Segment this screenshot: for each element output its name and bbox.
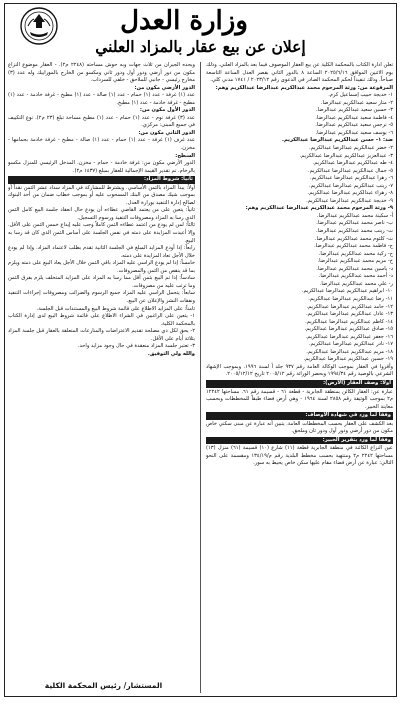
announcement-title: إعلان عن بيع عقار بالمزاد العلني xyxy=(95,37,306,56)
terms-heading: ثانياً: شروط المزاد: xyxy=(8,176,195,184)
left-column xyxy=(8,62,195,693)
note-item: ٣- تعتبر جلسة المزاد منعقدة في حال وجود مزايد واحد. xyxy=(77,343,195,350)
term-item: رابعاً: إذا أودع المزايد المبلغ في الجلسة الثانية تقدم بطلب لاعتماد المزاد. وإذا لم يودع خلال الأجل تعاد المزايدة على ذمته. xyxy=(8,245,195,259)
term-item: خامساً: إذا لم يودع الراسي عليه المزاد باقي الثمن خلال الأجل يعاد البيع على ذمته ويلزم بما قد ينقص من الثمن والمصروفات. xyxy=(8,260,195,274)
plaintiff-item: ١- خديجة حبيب إسماعيل كرم. xyxy=(328,92,393,99)
heir-item: ت- زينب محمد عبدالكريم عبدالرضا. xyxy=(315,228,393,235)
roof-heading: السطح: xyxy=(175,152,195,159)
term-item: ثانياً: يتعين على من يعتمد القاضي عطاءه أن يودع حال انعقاد جلسة البيع كامل الثمن الذي رسا به المزاد ومصروفات التنفيذ ورسوم التسجيل. xyxy=(8,207,195,221)
expert-heading: وفقاً لما ورد بتقرير الخبير: xyxy=(206,437,393,445)
plaintiff-item: ٣- حسين سعيد عبدالكريم عبدالرضا. xyxy=(316,107,393,114)
heir-item: خ- مريم محمد عبدالكريم عبدالرضا. xyxy=(317,258,393,265)
plaintiffs-label: المرفوعة من: ورثة المرحوم محمد عبدالكريم عبدالرضا عبدالكريم وهم: xyxy=(215,84,393,91)
defendant-item: ١٢- حامد عبدالكريم عبدالرضا عبدالكريم. xyxy=(306,303,393,310)
defendant-item: ١٤- كاظم عبدالكريم عبدالرضا عبدالكريم. xyxy=(305,318,393,325)
defendant-item: ٨- زهراء عبدالكريم عبدالرضا عبدالكريم. xyxy=(307,190,393,197)
heir-item: أ- سكينة محمد عبدالكريم عبدالرضا. xyxy=(316,212,393,219)
expert-description: عين النزاع الكائنة في منطقة الجابرية قطعة (١١) شارع (١٠) قسيمة (٦١) منزل (١٣) مساحتها ٢٢٤٢ م٢ ومنتهية بحسب مخطط البلدية رقم م/١٣٤/١٩ ومقسمة على النحو التالي: عبارة عن أرض فضاء مقام عليها سكن خاص يحيط به سور. xyxy=(206,445,393,467)
heir-item: د- ياسين محمد عبدالكريم عبدالرضا. xyxy=(316,265,393,272)
signature-line: المستشار/ رئيس المحكمة الكلية xyxy=(44,681,163,690)
defendant-item: ٤- طه عبدالكريم عبدالرضا عبدالكريم. xyxy=(312,160,393,167)
heir-item: ر- علي محمد عبدالكريم عبدالرضا. xyxy=(319,280,393,287)
certificate-description: بعد الكشف على العقار بحسب المخططات العامة. يتبين أنه عبارة عن مبنى سكني خاص مكون من دور أرضي ودور أول ودور ثان وملحق. xyxy=(206,420,393,435)
announcement-page xyxy=(4,3,397,697)
term-item: سابعاً: يتحمل الراسي عليه المزاد جميع الرسوم والضرائب ومصروفات إجراءات التنفيذ ونفقات النشر والإعلان عن البيع. xyxy=(8,290,195,304)
term-item: ثالثاً: لمن لم يودع من اعتمد عطاءه الثمن كاملاً وجب عليه إيداع خمس الثمن على الأقل. وإلا أعيدت المزايدة على ذمته في نفس الجلسة على أساس الثمن الذي كان قد رسا به البيع. xyxy=(8,222,195,244)
property-description-heading: أولاً: وصف العقار (الأرض): xyxy=(206,380,393,388)
term-item: سادساً: إذا تم البيع بثمن أقل مما رسا به المزاد على المزايد المتخلف يلزم بفرق الثمن وما ترتب عليه من مصروفات. xyxy=(8,275,195,289)
note-item: ٢- يحق لكل ذي مصلحة تقديم الاعتراضات والمنازعات المتعلقة بالعقار قبل جلسة المزاد بثلاثة أيام على الأقل. xyxy=(8,328,195,342)
plaintiff-item: ٢- منار سعيد عبدالكريم عبدالرضا. xyxy=(320,99,393,106)
note-item: ١- يتعين على الراغبين في الشراء الاطلاع على قائمة شروط البيع لدى إدارة الكتاب بالمحكمة الكلية. xyxy=(8,313,195,327)
ministry-name: وزارة العدل xyxy=(120,6,248,36)
heirs-label: ٩- ورثة المرحوم محمد عبدالكريم عبدالرضا عبدالكريم وهم: xyxy=(245,205,393,212)
plaintiff-item: ٦- يوسف سعيد عبدالكريم عبدالرضا. xyxy=(315,129,393,136)
announcement-body xyxy=(8,62,393,693)
first-floor-heading: الدور الأول مكون من: xyxy=(139,107,195,114)
defendant-item: ١١- رضا عبدالكريم عبدالرضا عبدالكريم. xyxy=(308,295,393,302)
representation-paragraph: وأقروا في العقار بموجب الوكالة العامة رقم ٩٣٧ جلد أ لسنة ١٩٩٦. وبموجب الإشهاد الشرعي بالوصية رقم ١٩٩٤/٣٤ وبحصر الوراثة رقم ٢٠٠٥/١٢ تاريخ ٢٠٠٥/١٢/١٢. xyxy=(206,363,393,378)
defendant-item: ١٥- صادق عبدالكريم عبدالرضا عبدالكريم. xyxy=(304,326,393,333)
second-floor-text: عدد غرف (١) غرفة - عدد (١) حمام - عدد (١) صالة - مطبخ - غرفة خادمة بحمامها - مخزن. xyxy=(8,137,195,152)
ground-floor-heading: الدور الأرضي مكون من: xyxy=(134,84,195,91)
certificate-heading: وفقاً لما ورد في شهادة الأوصاف: xyxy=(206,412,393,420)
ground-floor-text: عدد (١) غرفة - عدد (١) حمام - عدد (١) صالة - عدد (١) مطبخ - غرفة خادمة - عدد (١) مطبخ - غرفة خادمة - عدد (١) مطبخ. xyxy=(8,92,195,106)
plaintiff-item: ٥- نرجس سعيد عبدالكريم عبدالرضا. xyxy=(315,122,393,129)
announcement-header xyxy=(5,4,396,62)
intro-paragraph: تعلن ادارة الكتاب بالمحكمة الكلية عن بيع العقار الموصوف فيما بعد بالمزاد العلني. وذلك يوم الاثنين الموافق ٢٠٢٥/٦/١٦ الساعة ٨ بالدور الثاني بقصر العدل الساعة التاسعة صباحاً. وذلك تنفيذاً لحكم المحكمة الصادر في الدعوى رقم ٢٠٢٣/١٢ / ١٧٤١ مدني كلي. xyxy=(206,62,393,84)
defendants-label: ضد: ١- حسن عبدالكريم عبدالرضا عبدالكريم. xyxy=(282,137,393,144)
defendant-item: ٣- عبدالعزيز عبدالكريم عبدالرضا عبدالكريم. xyxy=(299,152,393,159)
defendant-item: ٦- زهرا عبدالكريم عبدالرضا عبدالكريم. xyxy=(309,175,393,182)
defendant-item: ١٩- حسين عبدالكريم عبدالرضا عبدالكريم. xyxy=(303,356,393,363)
second-floor-heading: الدور الثاني مكون من: xyxy=(138,129,195,136)
defendant-item: ١٣- عادل عبدالكريم عبدالرضا عبدالكريم. xyxy=(306,311,393,318)
right-column xyxy=(206,62,393,693)
defendant-item: ١٠- ابراهيم عبدالكريم عبدالرضا عبدالكريم. xyxy=(301,288,393,295)
closing-text: والله ولي التوفيق. xyxy=(147,350,195,357)
roof-text: الدور الأرضي مكون من: غرفة خادمة - حمام - مخزن. المدخل الرئيسي للمنزل مكسو بالرخام. تم تقدير القيمة الإجمالية للعقار بمبلغ (١٤٣٧ م٢). xyxy=(8,160,195,174)
defendant-item: ٩- خديجة عبدالكريم عبدالرضا عبدالكريم. xyxy=(306,197,393,204)
term-item: ثامناً: على المزايد الاطلاع على قائمة شروط البيع والمستندات قبل الجلسة. xyxy=(36,305,195,312)
heir-item: ج- فاطمة محمد عبدالكريم عبدالرضا. xyxy=(314,243,393,250)
property-description: عبارة عن: العقار الكائن بمنطقة الجابرية - قطعة ٦١ - قسيمة رقم ٦١. مساحتها ١٢٢٤٢ م٢ بموجب الوثيقة رقم ٢٨٥٨ لسنة ١٩٦٤ - وهي أرض فضاء طبقاً للمخططات وبحسب معاينة الخبير. xyxy=(206,388,393,410)
first-floor-text: عدد (٣) غرفة نوم - عدد (١) حمام - عدد (١) مطبخ مساحة تبلغ (٢٣ م٢). نوع التكييف في جميع المبنى: مركزي. xyxy=(8,114,195,129)
heir-item: ب- ناصر محمد عبدالكريم عبدالرضا. xyxy=(316,220,393,227)
heir-item: ح- زكية محمد عبدالكريم عبدالرضا. xyxy=(318,250,393,257)
column-divider xyxy=(200,62,201,693)
heir-item: ذ- أحمد محمد عبدالكريم عبدالرضا. xyxy=(318,273,393,280)
plaintiff-item: ٤- فاطمة سعيد عبدالكريم عبدالرضا. xyxy=(315,114,393,121)
defendant-item: ٢- خضر عبدالكريم عبدالرضا عبدالكريم. xyxy=(308,145,393,152)
defendant-item: ١٧- نادر عبدالكريم عبدالرضا عبدالكريم. xyxy=(308,341,393,348)
defendant-item: ١٨- مريم عبدالكريم عبدالرضا عبدالكريم. xyxy=(306,348,393,355)
property-lead: ويحده الجيران من ثلاث جهات وبه حوش مساحته (٢٢٤٨ م٢). - العقار موضوع النزاع مكون من دور أرضي ودور أول ودور ثاني ومكسو من الخارج بالموزاييك وله عدد (٣) مخارج رئيسي - جانبي للملاحق - خلفي للسرداب. xyxy=(8,62,195,84)
term-item: أولاً: يبدأ المزاد بالثمن الأساسي. ويشترط للمشاركة في المزاد سداد عشر الثمن نقداً أو بموجب شيك مصدق من البنك المسحوب عليه أو بموجب خطاب ضمان من أحد البنوك لصالح إدارة التنفيذ بوزارة العدل. xyxy=(8,184,195,206)
defendant-item: ٥- جمال عبدالكريم عبدالرضا عبدالكريم. xyxy=(308,167,393,174)
defendant-item: ٧- زينب عبدالكريم عبدالرضا عبدالكريم. xyxy=(308,182,393,189)
defendant-item: ١٦- جعفر عبدالكريم عبدالرضا عبدالكريم. xyxy=(305,333,393,340)
heir-item: ث- كلثوم محمد عبدالكريم عبدالرضا. xyxy=(314,235,393,242)
